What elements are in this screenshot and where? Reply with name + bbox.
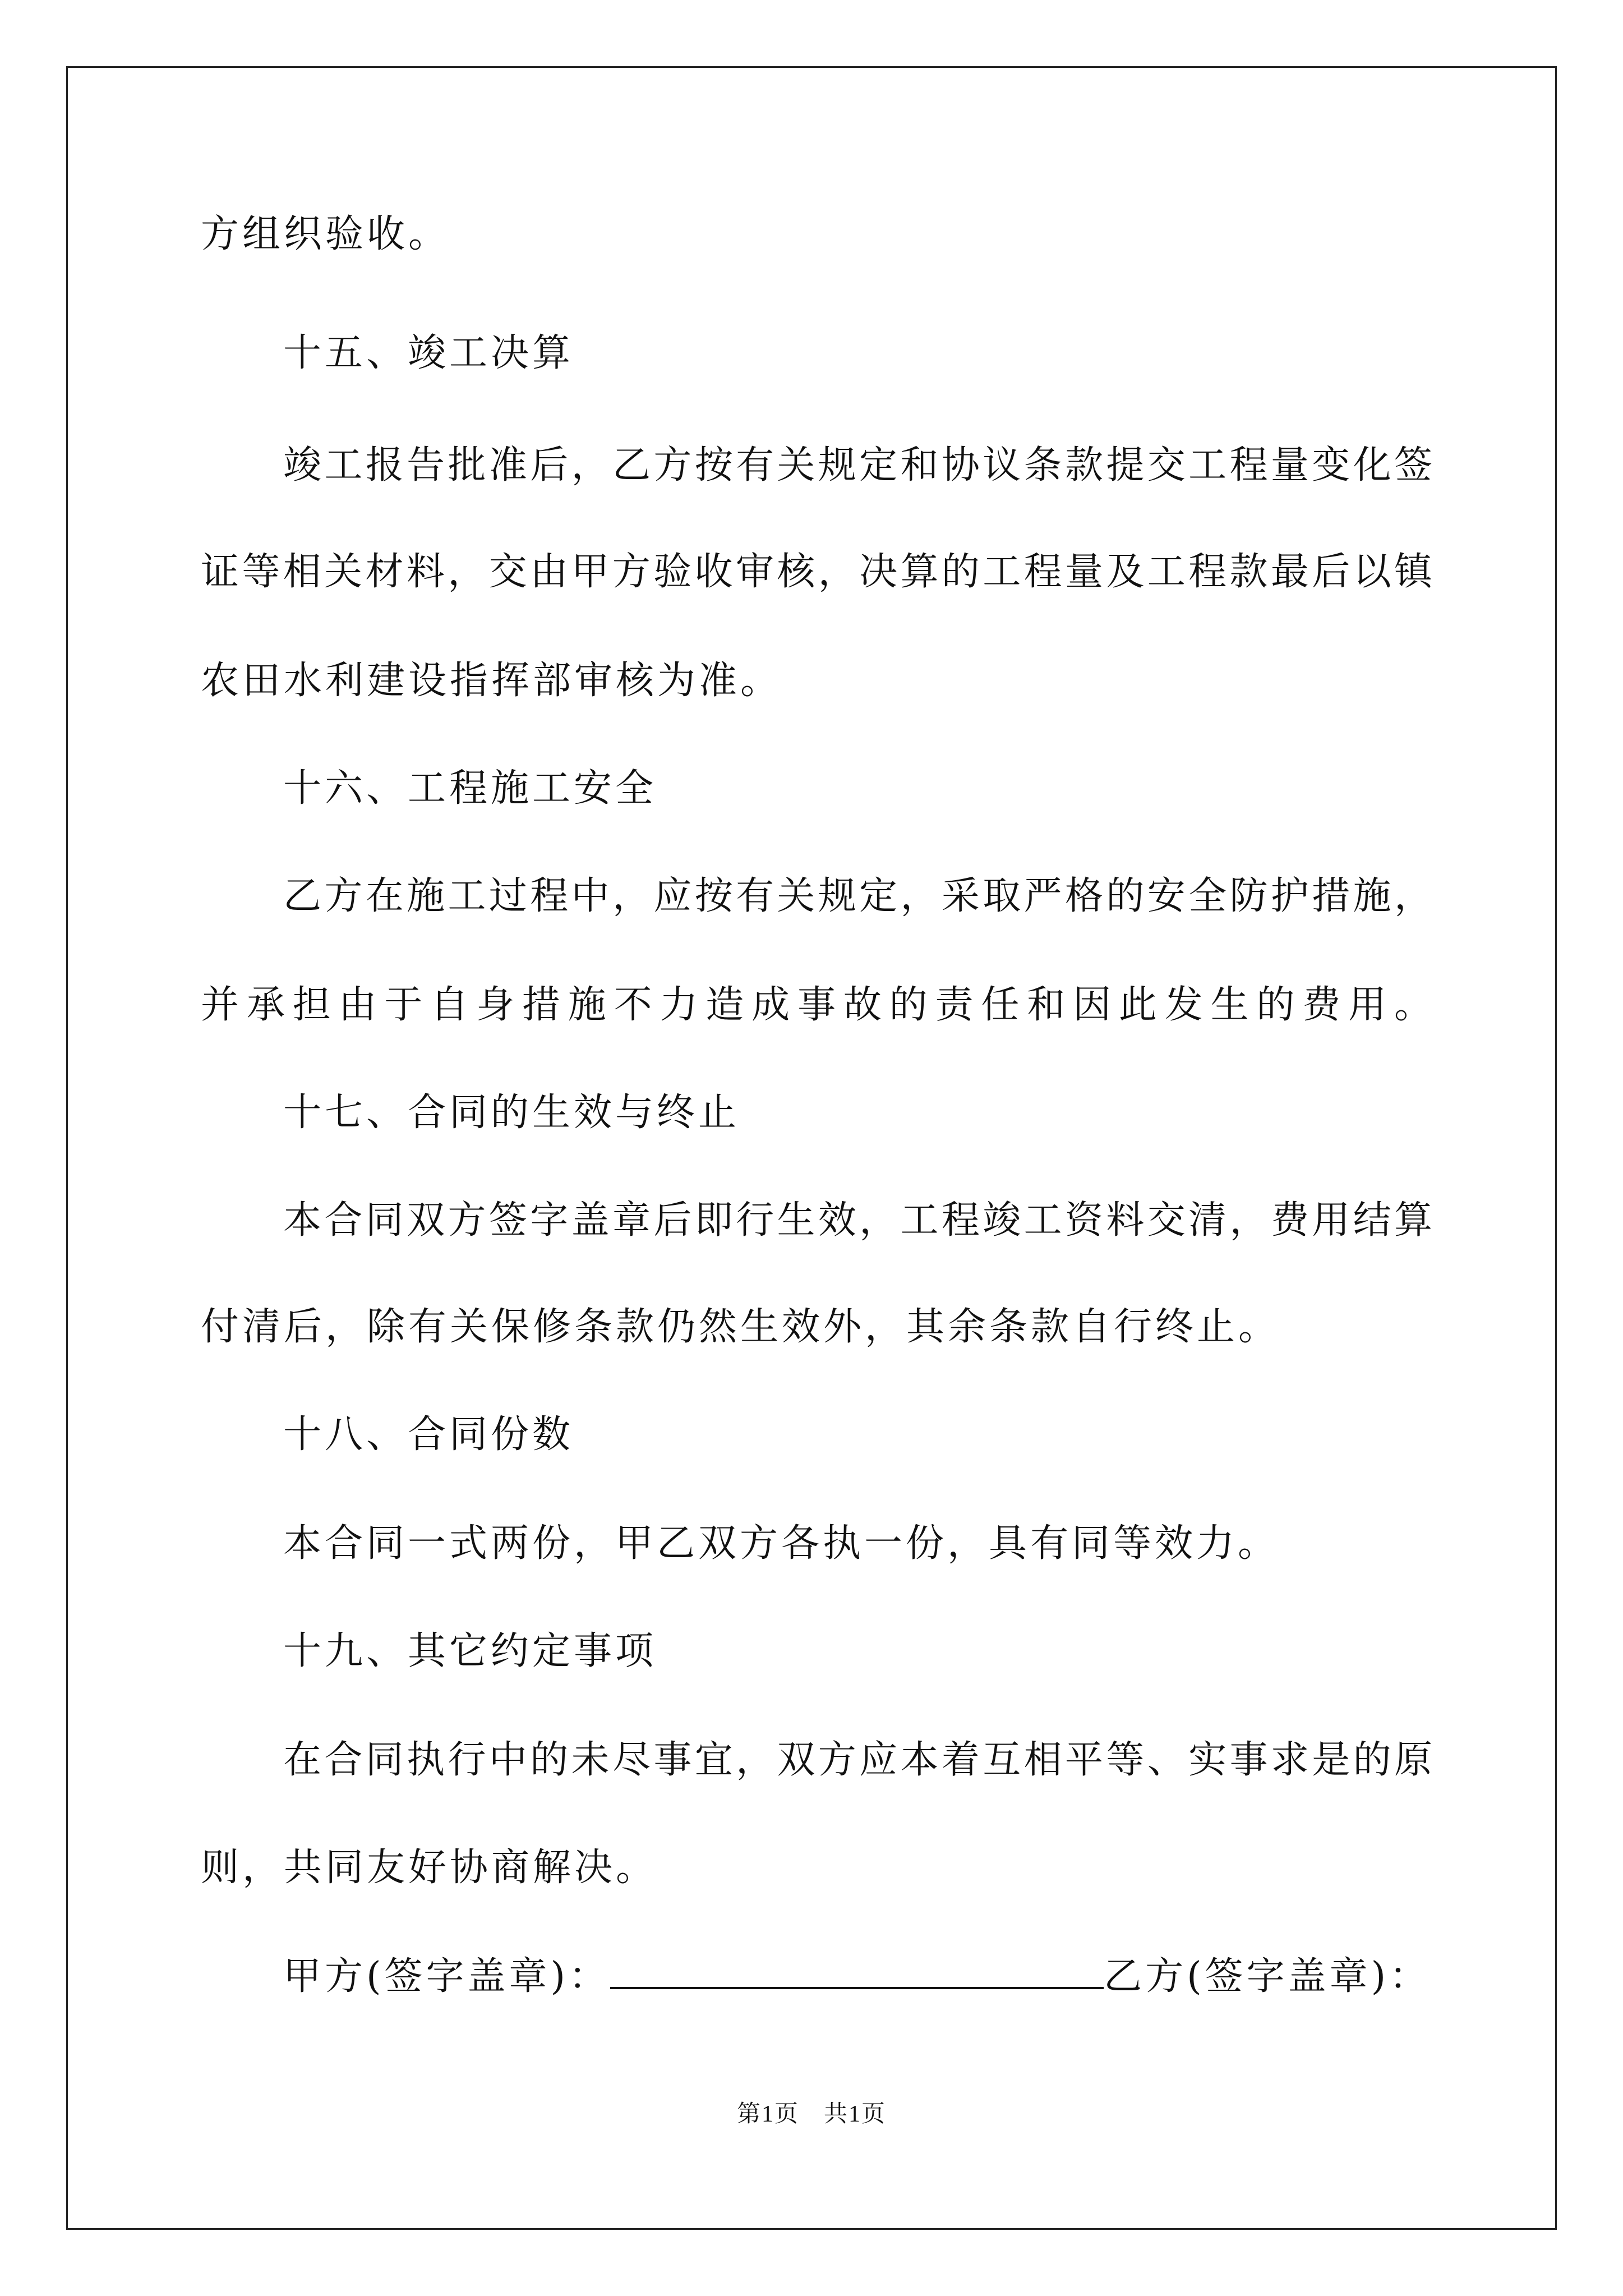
paragraph-line: 乙方在施工过程中，应按有关规定，采取严格的安全防护措施，: [283, 874, 1432, 918]
section-heading: 十九、其它约定事项: [283, 1629, 657, 1673]
paragraph-line: 在合同执行中的未尽事宜，双方应本着互相平等、实事求是的原: [283, 1738, 1432, 1782]
paragraph-line: 农田水利建设指挥部审核为准。: [201, 659, 782, 703]
paragraph-line: 方组织验收。: [201, 212, 450, 256]
signature-line: [283, 1953, 1431, 1999]
party-a-signature-label: 甲方(签字盖章)：: [283, 1954, 611, 1999]
paragraph-line: 则，共同友好协商解决。: [201, 1846, 658, 1890]
paragraph-line: 并承担由于自身措施不力造成事故的责任和因此发生的费用。: [201, 983, 1432, 1027]
section-heading: 十七、合同的生效与终止: [283, 1091, 740, 1135]
page-number-footer: 第1页 共1页: [736, 2101, 886, 2127]
signature-underline: [610, 1953, 1104, 1989]
page-border: [66, 66, 1557, 2230]
paragraph-line: 本合同一式两份，甲乙双方各执一份，具有同等效力。: [283, 1521, 1280, 1566]
section-heading: 十八、合同份数: [283, 1412, 574, 1457]
paragraph-line: 证等相关材料，交由甲方验收审核，决算的工程量及工程款最后以镇: [201, 550, 1432, 594]
section-heading: 十六、工程施工安全: [283, 766, 657, 811]
paragraph-line: 竣工报告批准后，乙方按有关规定和协议条款提交工程量变化签: [283, 443, 1432, 487]
party-b-signature-label: 乙方(签字盖章)：: [1104, 1954, 1431, 1999]
paragraph-line: 本合同双方签字盖章后即行生效，工程竣工资料交清，费用结算: [283, 1198, 1432, 1243]
paragraph-line: 付清后，除有关保修条款仍然生效外，其余条款自行终止。: [201, 1305, 1280, 1349]
section-heading: 十五、竣工决算: [283, 331, 574, 375]
